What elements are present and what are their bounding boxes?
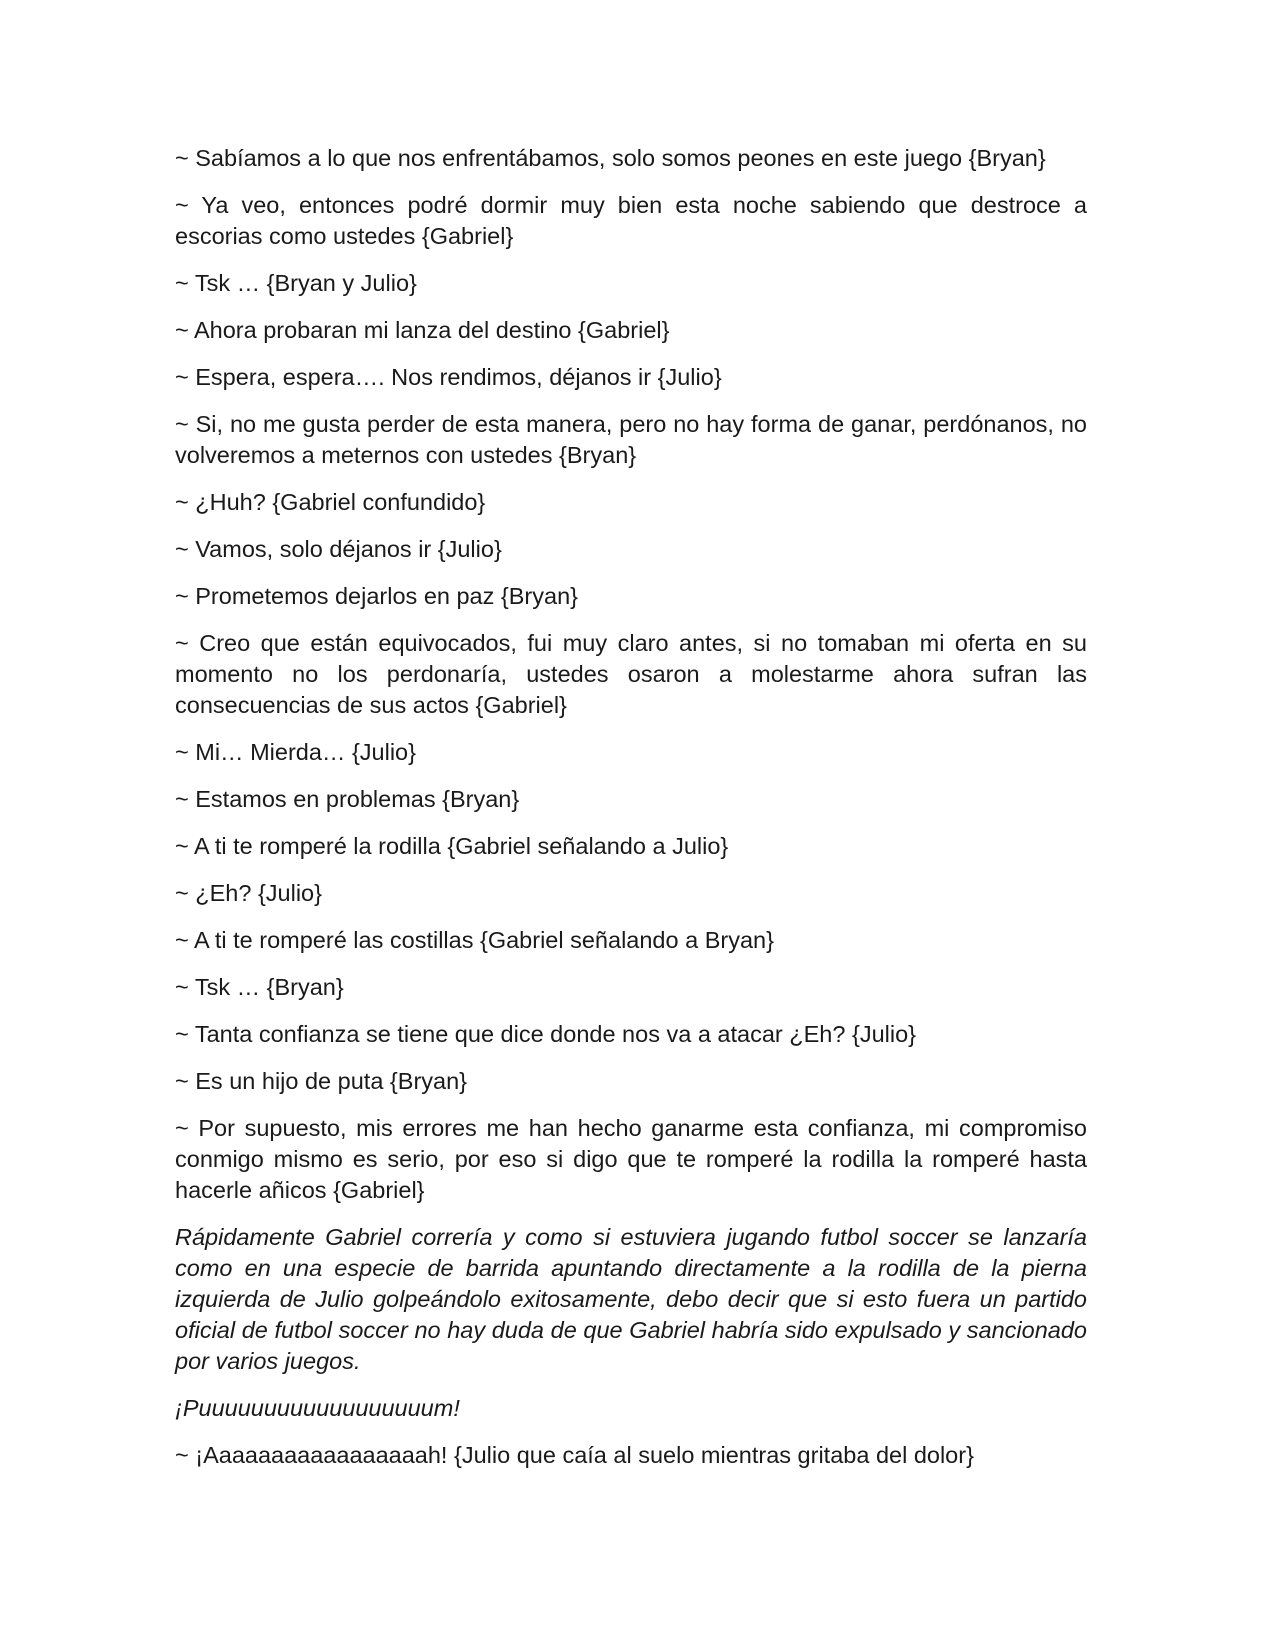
dialogue-line: ~ Por supuesto, mis errores me han hecho ganarme esta confianza, mi compromiso conmigo mismo es serio, por eso si digo que te romperé la rodilla la romperé hasta hacerle añicos {Gabriel} (175, 1115, 1087, 1203)
narration-paragraph: Rápidamente Gabriel correría y como si estuviera jugando futbol soccer se lanzaría como en una especie de barrida apuntando directamente a la rodilla de la pierna izquierda de Julio golpeándolo exitosamente, debo decir que si esto fuera un partido oficial de futbol soccer no hay duda de que Gabriel habría sido expulsado y sancionado por varios juegos. (175, 1224, 1087, 1374)
dialogue-line: ~ ¿Eh? {Julio} (175, 880, 322, 906)
dialogue-line: ~ A ti te romperé las costillas {Gabriel señalando a Bryan} (175, 927, 774, 953)
dialogue-line: ~ Tanta confianza se tiene que dice donde nos va a atacar ¿Eh? {Julio} (175, 1021, 916, 1047)
dialogue-line: ~ Prometemos dejarlos en paz {Bryan} (175, 583, 578, 609)
dialogue-line: ~ Mi… Mierda… {Julio} (175, 739, 416, 765)
dialogue-line: ~ A ti te romperé la rodilla {Gabriel señalando a Julio} (175, 833, 729, 859)
document-page (175, 143, 1087, 1487)
dialogue-line: ~ Vamos, solo déjanos ir {Julio} (175, 536, 502, 562)
dialogue-line: ~ Ya veo, entonces podré dormir muy bien esta noche sabiendo que destroce a escorias como ustedes {Gabriel} (175, 192, 1087, 249)
dialogue-line: ~ ¿Huh? {Gabriel confundido} (175, 489, 486, 515)
dialogue-line: ~ Creo que están equivocados, fui muy claro antes, si no tomaban mi oferta en su momento no los perdonaría, ustedes osaron a molestarme ahora sufran las consecuencias de sus actos {Gabriel} (175, 630, 1087, 718)
dialogue-line: ~ Estamos en problemas {Bryan} (175, 786, 520, 812)
dialogue-line: ~ Ahora probaran mi lanza del destino {Gabriel} (175, 317, 670, 343)
dialogue-line: ~ Tsk … {Bryan y Julio} (175, 270, 417, 296)
dialogue-line: ~ Tsk … {Bryan} (175, 974, 344, 1000)
sound-effect-line: ¡Puuuuuuuuuuuuuuuuuum! (175, 1395, 460, 1421)
dialogue-line: ~ Espera, espera…. Nos rendimos, déjanos ir {Julio} (175, 364, 722, 390)
dialogue-line: ~ ¡Aaaaaaaaaaaaaaaaah! {Julio que caía al suelo mientras gritaba del dolor} (175, 1442, 974, 1468)
dialogue-line: ~ Sabíamos a lo que nos enfrentábamos, solo somos peones en este juego {Bryan} (175, 145, 1046, 171)
dialogue-line: ~ Si, no me gusta perder de esta manera, pero no hay forma de ganar, perdónanos, no volveremos a meternos con ustedes {Bryan} (175, 411, 1087, 468)
dialogue-line: ~ Es un hijo de puta {Bryan} (175, 1068, 468, 1094)
